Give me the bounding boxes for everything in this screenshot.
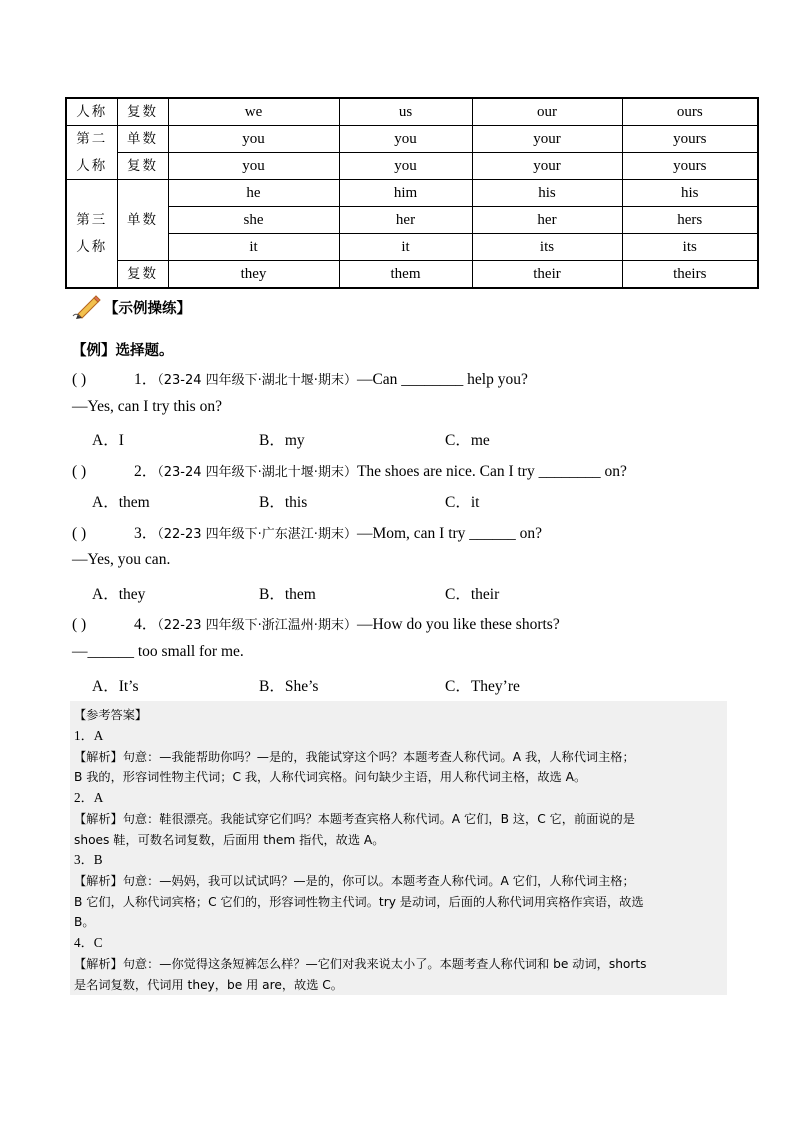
option-a[interactable]: A．I xyxy=(92,432,124,449)
question-4 xyxy=(72,612,560,634)
object-cell: them xyxy=(339,261,472,289)
answer-key xyxy=(70,701,727,995)
answer-blank[interactable]: ( ) xyxy=(72,616,87,633)
section-title: 【示例操练】 xyxy=(104,301,191,317)
question-4-line2: —______ too small for me. xyxy=(72,643,244,660)
table-row xyxy=(66,180,758,207)
number-cell: 复数 xyxy=(117,153,168,180)
subject-cell: they xyxy=(168,261,339,289)
option-c[interactable]: C．They’re xyxy=(445,678,520,695)
option-b[interactable]: B．this xyxy=(259,494,308,511)
subject-cell: we xyxy=(168,98,339,126)
answer-3-line: B 它们，人称代词宾格；C 它们的，形容词性物主代词。try 是动词，后面的人称代词用宾格作宾语，故选 xyxy=(74,895,644,909)
person-cell xyxy=(66,180,117,289)
person-line1: 第三 xyxy=(76,211,108,228)
question-text: —Can ________ help you? xyxy=(356,371,528,388)
person-line2: 人称 xyxy=(76,238,108,255)
answer-4-line: 是名词复数，代词用 they，be 用 are，故选 C。 xyxy=(74,978,343,992)
question-text: —How do you like these shorts? xyxy=(356,616,560,633)
noun-possessive-cell: his xyxy=(622,180,758,207)
noun-possessive-cell: yours xyxy=(622,153,758,180)
subject-cell: it xyxy=(168,234,339,261)
adj-possessive-cell: your xyxy=(472,153,622,180)
question-2 xyxy=(72,459,627,481)
table-row xyxy=(66,261,758,289)
person-cell xyxy=(66,126,117,180)
question-source: （22-23 四年级下·浙江温州·期末） xyxy=(157,618,357,633)
subject-cell: you xyxy=(168,126,339,153)
example-heading: 【例】选择题。 xyxy=(72,343,174,359)
answer-1-line: 【解析】句意：—我能帮助你吗？—是的，我能试穿这个吗？本题考查人称代词。A 我，人称代词主格； xyxy=(74,750,635,764)
noun-possessive-cell: ours xyxy=(622,98,758,126)
answer-blank[interactable]: ( ) xyxy=(72,525,87,542)
table-row xyxy=(66,98,758,126)
table-row xyxy=(66,126,758,153)
number-cell: 复数 xyxy=(117,261,168,289)
option-a[interactable]: A．them xyxy=(92,494,150,511)
object-cell: you xyxy=(339,126,472,153)
person-cell: 人称 xyxy=(66,98,117,126)
subject-cell: she xyxy=(168,207,339,234)
answer-3-line: B。 xyxy=(74,915,95,929)
table-row xyxy=(66,153,758,180)
question-source: （22-23 四年级下·广东湛江·期末） xyxy=(157,527,357,542)
answer-4-number: 4．C xyxy=(74,935,103,950)
subject-cell: you xyxy=(168,153,339,180)
answer-heading: 【参考答案】 xyxy=(74,708,148,722)
option-b[interactable]: B．them xyxy=(259,586,316,603)
adj-possessive-cell: our xyxy=(472,98,622,126)
answer-2-line: shoes 鞋，可数名词复数，后面用 them 指代，故选 A。 xyxy=(74,833,385,847)
object-cell: you xyxy=(339,153,472,180)
adj-possessive-cell: her xyxy=(472,207,622,234)
question-source: （23-24 四年级下·湖北十堰·期末） xyxy=(157,465,357,480)
option-c[interactable]: C．me xyxy=(445,432,490,449)
question-number: 1． xyxy=(134,371,158,388)
question-text: The shoes are nice. Can I try ________ on? xyxy=(356,463,627,480)
noun-possessive-cell: theirs xyxy=(622,261,758,289)
answer-3-number: 3．B xyxy=(74,852,103,867)
number-cell: 单数 xyxy=(117,126,168,153)
person-line1: 第二 xyxy=(76,130,108,147)
noun-possessive-cell: yours xyxy=(622,126,758,153)
question-source: （23-24 四年级下·湖北十堰·期末） xyxy=(157,373,357,388)
table-row xyxy=(66,234,758,261)
adj-possessive-cell: your xyxy=(472,126,622,153)
adj-possessive-cell: their xyxy=(472,261,622,289)
object-cell: him xyxy=(339,180,472,207)
answer-blank[interactable]: ( ) xyxy=(72,463,87,480)
question-3 xyxy=(72,521,542,543)
option-a[interactable]: A．they xyxy=(92,586,146,603)
option-a[interactable]: A．It’s xyxy=(92,678,139,695)
option-b[interactable]: B．my xyxy=(259,432,305,449)
option-b[interactable]: B．She’s xyxy=(259,678,319,695)
question-number: 3． xyxy=(134,525,158,542)
object-cell: us xyxy=(339,98,472,126)
pencil-icon xyxy=(72,292,102,320)
object-cell: it xyxy=(339,234,472,261)
answer-1-line: B 我的，形容词性物主代词；C 我，人称代词宾格。问句缺少主语，用人称代词主格，故选 A。 xyxy=(74,770,587,784)
subject-cell: he xyxy=(168,180,339,207)
answer-2-line: 【解析】句意：鞋很漂亮。我能试穿它们吗？本题考查宾格人称代词。A 它们，B 这，C 它，前面说的是 xyxy=(74,812,635,826)
answer-4-line: 【解析】句意：—你觉得这条短裤怎么样？—它们对我来说太小了。本题考查人称代词和 be 动词，shorts xyxy=(74,957,647,971)
number-cell: 单数 xyxy=(117,180,168,261)
question-text: —Mom, can I try ______ on? xyxy=(356,525,543,542)
adj-possessive-cell: its xyxy=(472,234,622,261)
noun-possessive-cell: its xyxy=(622,234,758,261)
question-number: 2． xyxy=(134,463,158,480)
adj-possessive-cell: his xyxy=(472,180,622,207)
pronoun-table xyxy=(65,97,759,289)
number-cell: 复数 xyxy=(117,98,168,126)
answer-3-line: 【解析】句意：—妈妈，我可以试试吗？—是的，你可以。本题考查人称代词。A 它们，人称代词主格； xyxy=(74,874,635,888)
question-number: 4． xyxy=(134,616,158,633)
person-line2: 人称 xyxy=(76,157,108,174)
answer-2-number: 2．A xyxy=(74,790,104,805)
section-heading xyxy=(72,292,191,320)
answer-blank[interactable]: ( ) xyxy=(72,371,87,388)
question-3-line2: —Yes, you can. xyxy=(72,551,171,568)
question-1-line2: —Yes, can I try this on? xyxy=(72,398,222,415)
noun-possessive-cell: hers xyxy=(622,207,758,234)
option-c[interactable]: C．their xyxy=(445,586,500,603)
answer-1-number: 1．A xyxy=(74,728,104,743)
table-row xyxy=(66,207,758,234)
option-c[interactable]: C．it xyxy=(445,494,480,511)
question-1 xyxy=(72,367,528,389)
object-cell: her xyxy=(339,207,472,234)
